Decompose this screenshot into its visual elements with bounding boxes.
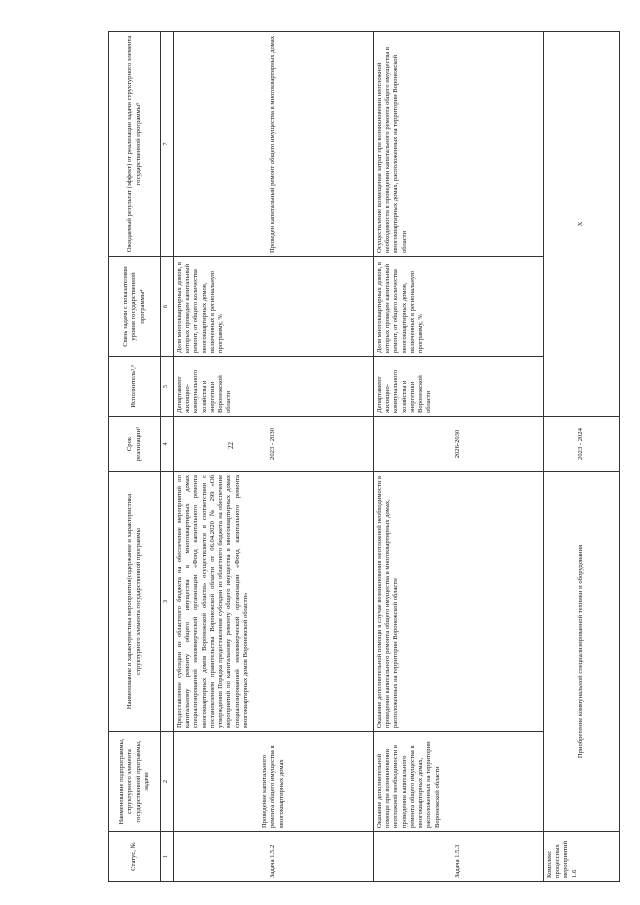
header-link: Связь задачи с показателями уровня государственной программы⁴ [109, 257, 161, 357]
row-description: Предоставление субсидии из областного бюджета на обеспечение мероприятий по капитальному ремонту общего имущества в многоквартирных домах специализированной некоммерческой организации «Фонд капитального ремонта многоквартирных домов Воронежской области» осуществляется в соответствии с постановлением правительства Воронежской области от 06.04.2020 № 299 «Об утверждении Порядка предоставления субсидии из областного бюджета на обеспечение мероприятий по капитальному ремонту общего имущества в многоквартирных домах специализированной некоммерческой организации «Фонд капитального ремонта многоквартирных домов Воронежской области» [174, 472, 374, 732]
complex-description: Приобретение коммунальной специализированной техники и оборудования [544, 472, 620, 832]
header-description: Наименование и характеристика мероприятия(содержание и характеристика структурного элемента государственной программы [109, 472, 161, 732]
column-number: 2 [161, 732, 174, 832]
header-result: Ожидаемый результат (эффект) от реализации задачи структурного элемента государственной программы⁵ [109, 32, 161, 257]
column-number: 4 [161, 417, 174, 472]
column-number-row [161, 32, 174, 882]
row-executor: Департамент жилищно-коммунального хозяйства и энергетики Воронежской области [374, 357, 544, 417]
header-status: Статус, № [109, 832, 161, 882]
column-number: 1 [161, 832, 174, 882]
row-status: Задача 1.5.3 [374, 832, 544, 882]
complex-period: 2023 - 2024 [544, 417, 620, 472]
header-name: Наименование подпрограммы, структурного элемента государственной программы, задачи [109, 732, 161, 832]
header-executor: Исполнитель²,³ [109, 357, 161, 417]
row-period: 2023 - 2030 [174, 417, 374, 472]
row-name: Проведение капитального ремонта общего имущества в многоквартирных домах [174, 732, 374, 832]
row-link: Доля многоквартирных домов, в которых проведен капитальный ремонт, от общего количества многоквартирных домов, включенных в региональную программу, % [174, 257, 374, 357]
row-status: Задача 1.5.2 [174, 832, 374, 882]
column-number: 7 [161, 32, 174, 257]
row-link: Доля многоквартирных домов, в которых проведен капитальный ремонт, от общего количества многоквартирных домов, включенных в региональную программу, % [374, 257, 544, 357]
row-result: Проведен капитальный ремонт общего имущества в многоквартирных домах [174, 32, 374, 257]
row-result: Осуществление возмещения затрат при возникновении неотложной необходимости в проведении капитального ремонта общего имущества в многоквартирных домах, расположенных на территории Воронежской области [374, 32, 544, 257]
row-period: 2026-2030 [374, 417, 544, 472]
complex-result: Х [544, 32, 620, 417]
page-number: 22 [227, 442, 235, 449]
table-row [174, 32, 374, 882]
complex-row [544, 32, 620, 882]
rotated-table-container [108, 32, 620, 882]
header-period: Срок реализации¹ [109, 417, 161, 472]
complex-status: Комплекс процессных мероприятий 1.6 [544, 832, 620, 882]
column-number: 3 [161, 472, 174, 732]
table-row [374, 32, 544, 882]
header-row [109, 32, 161, 882]
column-number: 5 [161, 357, 174, 417]
row-description: Оказание дополнительной помощи в случае возникновения неотложной необходимости в проведении капитального ремонта общего имущества в многоквартирных домах, расположенных на территории Воронежской области [374, 472, 544, 732]
row-executor: Департамент жилищно-коммунального хозяйства и энергетики Воронежской области [174, 357, 374, 417]
row-name: Оказание дополнительной помощи при возникновении неотложной необходимости в проведении капитального ремонта общего имущества в многоквартирных домах, расположенных на территории Воронежской области [374, 732, 544, 832]
program-table [108, 31, 620, 882]
column-number: 6 [161, 257, 174, 357]
